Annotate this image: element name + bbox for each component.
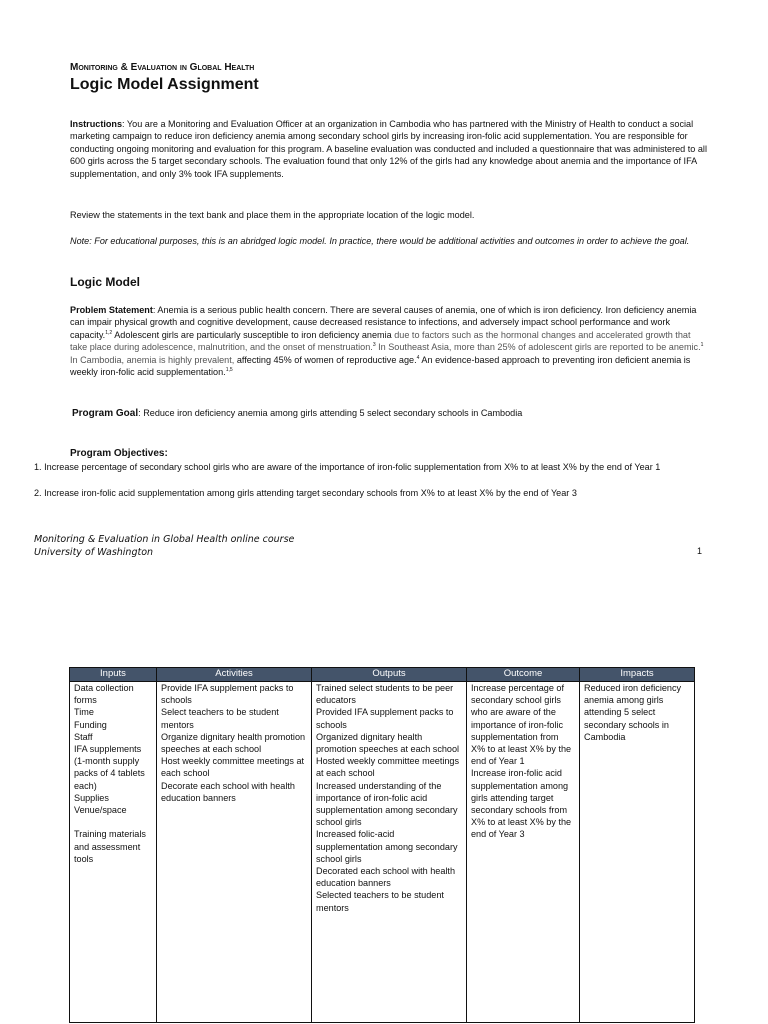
problem-label: Problem Statement xyxy=(70,305,153,315)
problem-text: An evidence-based approach to preventing iron deficient anemia is weekly iron-folic acid supplementation. xyxy=(70,354,691,378)
header-outcome: Outcome xyxy=(467,668,580,682)
header-inputs: Inputs xyxy=(70,668,157,682)
footer-course: Monitoring & Evaluation in Global Health online course xyxy=(34,534,295,545)
page-footer xyxy=(34,533,294,559)
objective-item: 1. Increase percentage of secondary school girls who are aware of the importance of iron-folic supplementation from X% to at least X% by the end of Year 1 xyxy=(34,462,661,472)
logic-model-heading: Logic Model xyxy=(70,275,140,289)
cell-impacts xyxy=(580,682,695,1023)
review-paragraph: Review the statements in the text bank and place them in the appropriate location of the logic model. xyxy=(70,210,475,220)
cell-activities xyxy=(157,682,312,1023)
problem-text: affecting 45% of women of reproductive age. xyxy=(236,354,417,365)
program-goal xyxy=(72,408,522,419)
problem-statement xyxy=(70,304,710,378)
cell-inputs xyxy=(70,682,157,1023)
header-activities: Activities xyxy=(157,668,312,682)
problem-text: due to factors such as the hormonal changes and accelerated growth that take place during adolescence, malnutrition, and the onset of menstruation. xyxy=(70,329,691,353)
page-title: Logic Model Assignment xyxy=(70,76,259,93)
citation: 3 xyxy=(372,342,376,349)
cell-outputs xyxy=(312,682,467,1023)
note-paragraph: Note: For educational purposes, this is an abridged logic model. In practice, there would be additional activities and outcomes in order to achieve the goal. xyxy=(70,236,690,246)
objectives-heading: Program Objectives: xyxy=(70,448,168,459)
citation: 1,2 xyxy=(105,329,113,336)
instructions-label: Instructions xyxy=(70,119,123,129)
course-title: Monitoring & Evaluation in Global Health xyxy=(70,62,255,73)
problem-text: : Anemia is a serious public health concern. There are several causes of anemia, one of which is iron deficiency. Iron deficiency anemia can impair physical growth and cognitive development, cause decreased resistance to infections, and adversely impact school performance and work capacity. xyxy=(70,305,697,340)
footer-university: University of Washington xyxy=(34,547,154,558)
goal-label: Program Goal xyxy=(72,408,139,419)
cell-text: Data collection forms Time Funding Staff IFA supplements (1-month supply packs of 4 tablets each) Supplies Venue/space Training materials and assessment tools xyxy=(74,683,146,864)
citation: 4 xyxy=(416,354,420,361)
header-outputs: Outputs xyxy=(312,668,467,682)
instructions-text: : You are a Monitoring and Evaluation Officer at an organization in Cambodia who has partnered with the Ministry of Health to conduct a social marketing campaign to reduce iron deficiency anemia among secondary school girls by increasing iron-folic acid supplementation. You are responsible for conducting ongoing monitoring and evaluation for this program. A baseline evaluation was conducted and included a questionnaire that was administered to all 600 girls across the 5 target secondary schools. The evaluation found that only 12% of the girls had any knowledge about anemia and the importance of IFA supplementation, and only 3% took IFA supplements. xyxy=(70,119,707,179)
page-number: 1 xyxy=(697,546,703,556)
logic-model-table xyxy=(69,667,695,1023)
instructions-paragraph xyxy=(70,118,710,180)
problem-text: In Cambodia, anemia is highly prevalent, xyxy=(70,354,237,365)
problem-text: In Southeast Asia, more than 25% of adolescent girls are reported to be anemic. xyxy=(375,342,701,353)
goal-text: : Reduce iron deficiency anemia among girls attending 5 select secondary schools in Cambodia xyxy=(138,408,523,418)
cell-text: Trained select students to be peer educators Provided IFA supplement packs to schools Organized dignitary health promotion speeches at each school Hosted weekly committee meetings at each school Increased understanding of the importance of iron-folic acid supplementation among secondary school girls Increased folic-acid supplementation among secondary school girls Decorated each school with health education banners Selected teachers to be student mentors xyxy=(316,683,460,913)
header-impacts: Impacts xyxy=(580,668,695,682)
cell-text: Reduced iron deficiency anemia among girls attending 5 select secondary schools in Cambodia xyxy=(584,683,682,742)
problem-text: Adolescent girls are particularly susceptible to iron deficiency anemia xyxy=(112,329,395,340)
citation: 1 xyxy=(700,342,704,349)
objective-item: 2. Increase iron-folic acid supplementation among girls attending target secondary schools from X% to at least X% by the end of Year 3 xyxy=(34,488,577,498)
cell-text: Provide IFA supplement packs to schools Select teachers to be student mentors Organize dignitary health promotion speeches at each school Host weekly committee meetings at each school Decorate each school with health education banners xyxy=(161,683,306,803)
cell-text: Increase percentage of secondary school girls who are aware of the importance of iron-folic supplementation from X% to at least X% by the end of Year 1 Increase iron-folic acid supplementation among girls attending target secondary schools from X% to at least X% by the end of Year 3 xyxy=(471,683,572,840)
table-row xyxy=(70,682,695,1023)
table-header-row xyxy=(70,668,695,682)
citation: 1,5 xyxy=(225,367,233,373)
cell-outcome xyxy=(467,682,580,1023)
